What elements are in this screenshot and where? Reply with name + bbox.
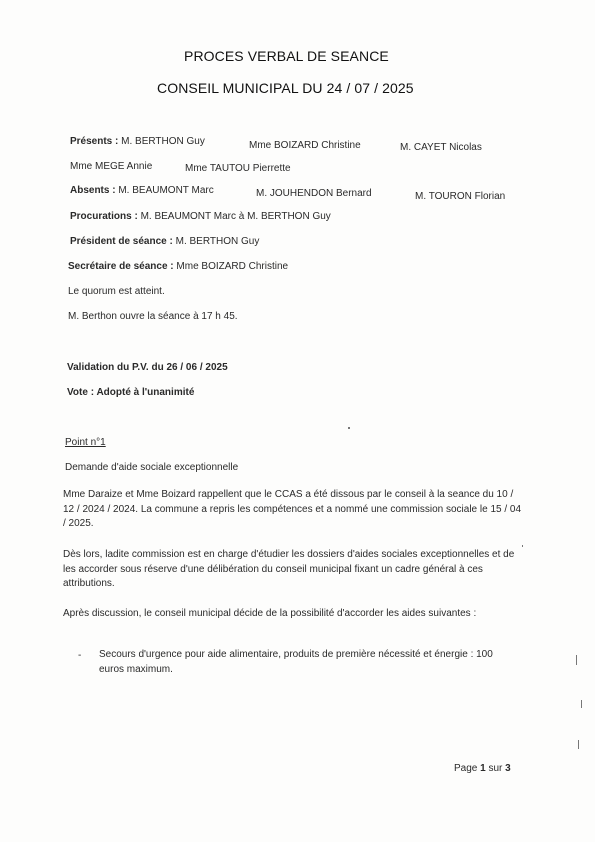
present-member: Mme MEGE Annie xyxy=(70,161,153,172)
present-member: Mme TAUTOU Pierrette xyxy=(185,163,291,174)
paragraph-ccas: Mme Daraize et Mme Boizard rappellent que le CCAS a été dissous par le conseil à la seance du 10 / 12 / 2024 / 2024. La commune a repris les compétences et a nommé une commission sociale le 15 / 04 / 2025. xyxy=(63,489,522,529)
scan-speck xyxy=(581,700,582,708)
present-member: M. CAYET Nicolas xyxy=(400,142,482,153)
point-title: Point n°1 xyxy=(65,437,106,448)
present-member: Mme BOIZARD Christine xyxy=(249,140,361,151)
scan-speck xyxy=(522,545,523,547)
secretaire-label: Secrétaire de séance : xyxy=(68,261,174,272)
secretaire-value: Mme BOIZARD Christine xyxy=(176,261,289,272)
absent-member: M. JOUHENDON Bernard xyxy=(256,188,372,199)
absents-label: Absents : xyxy=(70,185,116,196)
bullet-item: Secours d'urgence pour aide alimentaire, produits de première nécessité et énergie : 100 euros maximum. xyxy=(99,649,493,675)
secretaire-line xyxy=(68,261,288,272)
absent-member: M. TOURON Florian xyxy=(415,191,506,202)
quorum-text: Le quorum est atteint. xyxy=(68,286,165,297)
validation-title: Validation du P.V. du 26 / 06 / 2025 xyxy=(67,362,228,373)
procurations-value: M. BEAUMONT Marc à M. BERTHON Guy xyxy=(140,211,331,222)
procurations-line xyxy=(70,211,331,222)
page-prefix: Page xyxy=(454,763,478,774)
paragraph-commission: Dès lors, ladite commission est en charge d'étudier les dossiers d'aides sociales exceptionnelles et de les accorder sous réserve d'une délibération du conseil municipal fixant un cadre général à ces attributions. xyxy=(63,549,515,589)
procurations-label: Procurations : xyxy=(70,211,138,222)
vote-text: Vote : Adopté à l'unanimité xyxy=(67,387,195,398)
absents-line xyxy=(70,185,214,196)
scan-speck xyxy=(578,740,579,749)
bullet-marker: - xyxy=(78,650,82,661)
president-value: M. BERTHON Guy xyxy=(175,236,260,247)
president-label: Président de séance : xyxy=(70,236,173,247)
scan-speck xyxy=(348,427,350,429)
scan-speck xyxy=(576,655,577,665)
present-member: M. BERTHON Guy xyxy=(121,136,205,147)
page-total: 3 xyxy=(505,763,511,774)
page-number xyxy=(454,763,511,774)
document-title: PROCES VERBAL DE SEANCE xyxy=(184,48,389,64)
page-middle: sur xyxy=(488,763,503,774)
presents-line-1 xyxy=(70,136,205,147)
absent-member: M. BEAUMONT Marc xyxy=(118,185,214,196)
paragraph-decision: Après discussion, le conseil municipal décide de la possibilité d'accorder les aides suivantes : xyxy=(63,608,477,619)
page-current: 1 xyxy=(480,763,486,774)
point-subject: Demande d'aide sociale exceptionnelle xyxy=(65,462,239,473)
presents-label: Présents : xyxy=(70,136,119,147)
document-subtitle: CONSEIL MUNICIPAL DU 24 / 07 / 2025 xyxy=(157,80,414,96)
president-line xyxy=(70,236,259,247)
opening-text: M. Berthon ouvre la séance à 17 h 45. xyxy=(68,311,238,322)
